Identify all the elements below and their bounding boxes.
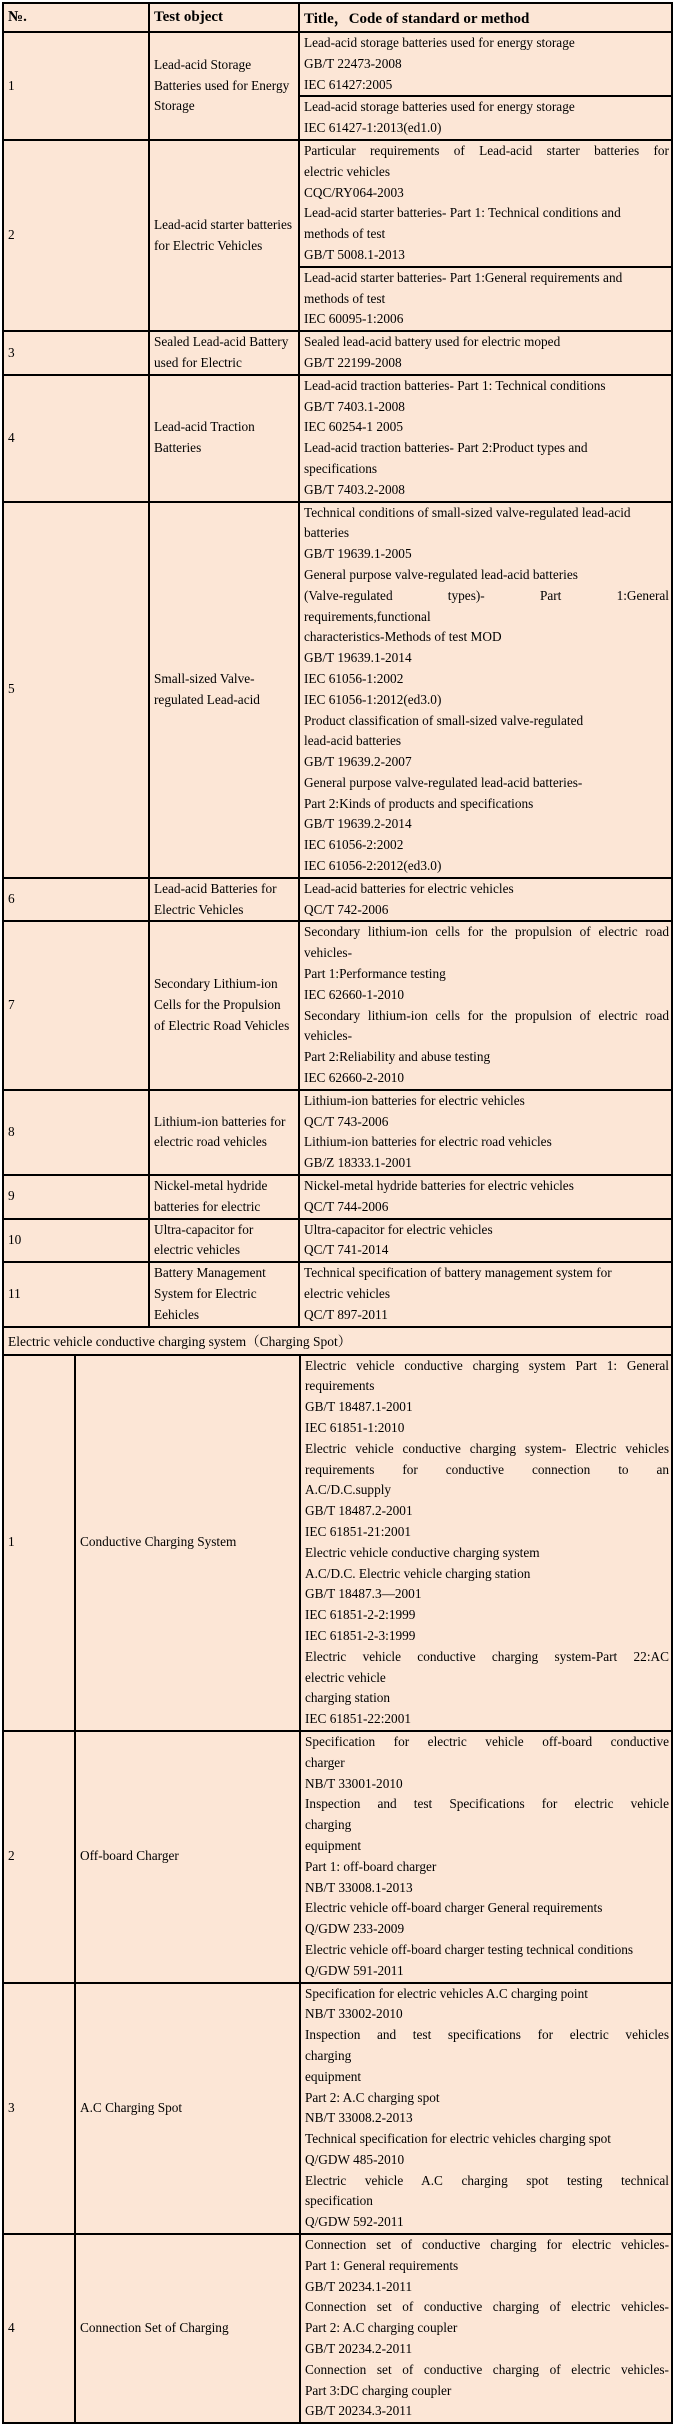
standard-line: Q/GDW 485-2010	[305, 2151, 405, 2167]
standard-line: Part 1: General requirements	[305, 2257, 459, 2273]
standard-line: electric vehicle	[305, 1669, 386, 1685]
standard-line: Q/GDW 592-2011	[305, 2214, 404, 2230]
standard-line: Electric vehicle conductive charging system-Part 22:AC	[305, 1648, 669, 1664]
standard-line: charger	[305, 1754, 345, 1770]
standard-line: NB/T 33008.1-2013	[305, 1879, 413, 1895]
row-number-cell: 4	[3, 375, 149, 502]
standard-entry-group	[301, 1984, 671, 2234]
standard-line: batteries	[304, 525, 350, 541]
test-object-cell: Secondary Lithium-ion Cells for the Propulsion of Electric Road Vehicles	[149, 921, 299, 1089]
standard-title-code-cell	[300, 1983, 672, 2235]
standard-line: Nickel-metal hydride batteries for electric vehicles	[304, 1178, 574, 1194]
table-row	[3, 1983, 672, 2235]
section-header-charging-spot	[2, 1328, 673, 1354]
row-number-cell: 5	[3, 502, 149, 878]
column-header-test-object: Test object	[149, 3, 299, 32]
standard-line: electric vehicles	[304, 163, 391, 179]
standard-title-code-cell	[299, 140, 672, 331]
standard-entry-group	[300, 879, 671, 921]
standard-line: Specification for electric vehicle off-board conductive	[305, 1733, 669, 1749]
table-row	[3, 1090, 672, 1175]
standard-line: QC/T 743-2006	[304, 1113, 389, 1129]
standard-line: Inspection and test Specifications for electric vehicle	[305, 1796, 669, 1812]
standard-line: CQC/RY064-2003	[304, 184, 404, 200]
standard-line: GB/T 7403.2-2008	[304, 481, 405, 497]
test-object-cell: Nickel-metal hydride batteries for electric	[149, 1175, 299, 1219]
standard-line: electric vehicles	[304, 1286, 391, 1302]
standard-line: IEC 61056-2:2002	[304, 837, 404, 853]
standard-entry-group	[300, 922, 671, 1088]
standard-line: specifications	[304, 460, 378, 476]
table-row	[3, 1175, 672, 1219]
test-object-cell: Lead-acid Storage Batteries used for Energy Storage	[149, 32, 299, 140]
standard-line: Technical specification of battery management system for	[304, 1265, 612, 1281]
test-object-cell: Sealed Lead-acid Battery used for Electric	[149, 331, 299, 375]
standard-line: QC/T 744-2006	[304, 1198, 389, 1214]
standard-title-code-cell	[299, 331, 672, 375]
standard-line: Connection set of conductive charging of electric vehicles-	[305, 2299, 669, 2315]
standard-line: charging	[305, 2047, 352, 2063]
row-number-cell: 10	[3, 1219, 149, 1263]
standard-line: requirements,functional	[304, 608, 431, 624]
standard-line: Lead-acid traction batteries- Part 2:Product types and	[304, 440, 588, 456]
standard-line: Electric vehicle off-board charger General requirements	[305, 1900, 603, 1916]
row-number-cell: 7	[3, 921, 149, 1089]
standard-line: GB/T 19639.2-2014	[304, 816, 412, 832]
standard-line: Technical specification for electric vehicles charging spot	[305, 2131, 611, 2147]
standard-line: IEC 60254-1 2005	[304, 419, 403, 435]
standard-line: GB/T 7403.1-2008	[304, 398, 405, 414]
standard-title-code-cell	[299, 375, 672, 502]
standard-line: NB/T 33002-2010	[305, 2006, 403, 2022]
table-row	[3, 1731, 672, 1983]
standard-line: Lead-acid batteries for electric vehicles	[304, 880, 514, 896]
standard-line: QC/T 742-2006	[304, 901, 389, 917]
standard-line: GB/T 20234.3-2011	[305, 2403, 413, 2419]
test-object-cell: Small-sized Valve-regulated Lead-acid	[149, 502, 299, 878]
standard-line: Lead-acid starter batteries- Part 1:General requirements and	[304, 269, 623, 285]
row-number-cell: 2	[3, 1731, 75, 1983]
standard-entry-group	[301, 2235, 671, 2422]
standard-line: Electric vehicle A.C charging spot testing technical	[305, 2172, 669, 2188]
standard-line: IEC 61427-1:2013(ed1.0)	[304, 120, 442, 136]
table-row	[3, 1355, 672, 1731]
standard-line: IEC 61851-2-3:1999	[305, 1627, 416, 1643]
standard-line: Specification for electric vehicles A.C charging point	[305, 1985, 588, 2001]
table-row	[3, 2234, 672, 2423]
standard-title-code-cell	[299, 502, 672, 878]
row-number-cell: 3	[3, 1983, 75, 2235]
test-object-cell: Lead-acid Traction Batteries	[149, 375, 299, 502]
standard-line: specification	[305, 2193, 373, 2209]
row-number-cell: 2	[3, 140, 149, 331]
table-row	[3, 32, 672, 140]
standard-line: IEC 61851-21:2001	[305, 1523, 411, 1539]
standard-line: Technical conditions of small-sized valve-regulated lead-acid	[304, 504, 631, 520]
standard-line: vehicles-	[304, 945, 352, 961]
standard-line: Electric vehicle conductive charging system Part 1: General	[305, 1357, 669, 1373]
row-number-cell: 9	[3, 1175, 149, 1219]
standard-line: Connection set of conductive charging of electric vehicles-	[305, 2361, 669, 2377]
standard-title-code-cell	[299, 1262, 672, 1326]
standard-entry-group	[300, 95, 671, 139]
table-row	[3, 1262, 672, 1326]
standard-line: methods of test	[304, 226, 386, 242]
standard-line: IEC 61851-2-2:1999	[305, 1607, 416, 1623]
table-row	[3, 140, 672, 331]
standard-line: Part 1:Performance testing	[304, 966, 446, 982]
standard-line: Lead-acid storage batteries used for energy storage	[304, 35, 575, 50]
standard-line: Electric vehicle off-board charger testing technical conditions	[305, 1941, 634, 1957]
table-row	[3, 502, 672, 878]
standard-title-code-cell	[299, 1219, 672, 1263]
standard-title-code-cell	[299, 32, 672, 140]
standard-line: IEC 60095-1:2006	[304, 311, 404, 327]
column-header-number: №.	[3, 3, 149, 32]
standard-line: IEC 61056-1:2012(ed3.0)	[304, 691, 442, 707]
standard-line: Q/GDW 233-2009	[305, 1921, 405, 1937]
standard-line: methods of test	[304, 290, 386, 306]
standard-line: Part 1: off-board charger	[305, 1858, 437, 1874]
standard-line: IEC 61851-1:2010	[305, 1420, 405, 1435]
standard-line: Part 2:Kinds of products and specifications	[304, 795, 534, 811]
standard-line: Secondary lithium-ion cells for the propulsion of electric road	[304, 1007, 669, 1023]
standard-line: GB/T 22473-2008	[304, 55, 402, 71]
standard-line: Part 3:DC charging coupler	[305, 2382, 452, 2398]
standard-title-code-cell	[299, 878, 672, 922]
table-header-row	[3, 3, 672, 32]
test-object-cell: Battery Management System for Electric Eehicles	[149, 1262, 299, 1326]
row-number-cell: 6	[3, 878, 149, 922]
standard-line: requirements for conductive connection to an	[305, 1461, 669, 1477]
test-object-cell: Lead-acid starter batteries for Electric Vehicles	[149, 140, 299, 331]
standard-line: Connection set of conductive charging for electric vehicles-	[305, 2237, 669, 2253]
standard-line: NB/T 33008.2-2013	[305, 2110, 413, 2126]
section-header-label: Electric vehicle conductive charging system（Charging Spot）	[8, 1333, 352, 1349]
standard-entry-group	[300, 376, 671, 501]
standard-line: Product classification of small-sized valve-regulated	[304, 712, 584, 728]
standard-line: QC/T 741-2014	[304, 1242, 389, 1258]
standard-line: Electric vehicle conductive charging system	[305, 1544, 540, 1560]
test-object-cell: Ultra-capacitor for electric vehicles	[149, 1219, 299, 1263]
standard-line: Lead-acid traction batteries- Part 1: Technical conditions	[304, 377, 606, 393]
standard-title-code-cell	[300, 1731, 672, 1983]
standard-entry-group	[300, 1176, 671, 1218]
test-object-cell: Conductive Charging System	[75, 1355, 300, 1731]
test-object-cell: Lead-acid Batteries for Electric Vehicles	[149, 878, 299, 922]
table-row	[3, 1219, 672, 1263]
table-row	[3, 331, 672, 375]
column-header-title-code: Title，Code of standard or method	[299, 3, 672, 32]
standard-line: requirements	[305, 1378, 375, 1394]
standard-line: GB/Z 18333.1-2001	[304, 1155, 412, 1171]
standard-title-code-cell	[299, 1175, 672, 1219]
standard-line: IEC 62660-2-2010	[304, 1070, 405, 1086]
standard-line: equipment	[305, 1837, 362, 1853]
table-row	[3, 375, 672, 502]
row-number-cell: 1	[3, 1355, 75, 1731]
standard-entry-group	[300, 141, 671, 266]
standard-title-code-cell	[300, 2234, 672, 2423]
standard-line: Part 2: A.C charging coupler	[305, 2320, 458, 2336]
standard-line: GB/T 22199-2008	[304, 354, 402, 370]
standard-line: GB/T 5008.1-2013	[304, 246, 405, 262]
standard-line: Part 2: A.C charging spot	[305, 2089, 440, 2105]
standard-line: Sealed lead-acid battery used for electric moped	[304, 334, 561, 350]
standard-line: Lithium-ion batteries for electric road vehicles	[304, 1134, 552, 1150]
standard-line: Secondary lithium-ion cells for the propulsion of electric road	[304, 924, 669, 940]
standard-entry-group	[300, 1263, 671, 1325]
row-number-cell: 8	[3, 1090, 149, 1175]
standard-line: General purpose valve-regulated lead-acid batteries	[304, 566, 578, 582]
standard-line: Inspection and test specifications for electric vehicles	[305, 2027, 669, 2043]
test-object-cell: Off-board Charger	[75, 1731, 300, 1983]
standard-line: Particular requirements of Lead-acid starter batteries for	[304, 142, 669, 158]
standard-line: IEC 62660-1-2010	[304, 986, 405, 1002]
standard-entry-group	[300, 1220, 671, 1262]
standard-line: characteristics-Methods of test MOD	[304, 629, 502, 645]
standard-line: General purpose valve-regulated lead-acid batteries-	[304, 774, 583, 790]
standard-title-code-cell	[299, 1090, 672, 1175]
standard-line: A.C/D.C.supply	[305, 1482, 392, 1498]
standard-line: IEC 61851-22:2001	[305, 1711, 411, 1727]
standard-line: Electric vehicle conductive charging system- Electric vehicles	[305, 1440, 669, 1456]
standard-line: QC/T 897-2011	[304, 1306, 388, 1322]
standard-line: (Valve-regulated types)- Part 1:General	[304, 587, 669, 603]
standard-line: IEC 61056-1:2002	[304, 670, 404, 686]
battery-standards-table	[2, 2, 673, 1328]
standard-line: GB/T 20234.1-2011	[305, 2278, 413, 2294]
standard-entry-group	[301, 1356, 671, 1730]
standard-entry-group	[301, 1732, 671, 1982]
standard-line: Lead-acid starter batteries- Part 1: Technical conditions and	[304, 205, 621, 221]
standard-line: vehicles-	[304, 1028, 352, 1044]
standard-entry-group	[300, 503, 671, 877]
standard-line: equipment	[305, 2068, 362, 2084]
standard-line: NB/T 33001-2010	[305, 1775, 403, 1791]
test-object-cell: Lithium-ion batteries for electric road vehicles	[149, 1090, 299, 1175]
standard-line: GB/T 19639.1-2005	[304, 546, 412, 562]
standard-line: GB/T 18487.1-2001	[305, 1399, 413, 1415]
standard-line: Ultra-capacitor for electric vehicles	[304, 1221, 493, 1237]
standard-line: A.C/D.C. Electric vehicle charging station	[305, 1565, 531, 1581]
standard-line: GB/T 19639.2-2007	[304, 754, 412, 770]
standard-entry-group	[300, 266, 671, 330]
standard-entry-group	[300, 1091, 671, 1174]
standard-entry-group	[300, 332, 671, 374]
row-number-cell: 4	[3, 2234, 75, 2423]
standard-line: IEC 61427:2005	[304, 76, 393, 92]
standard-line: Part 2:Reliability and abuse testing	[304, 1049, 491, 1065]
table-row	[3, 921, 672, 1089]
standards-document-page	[2, 2, 673, 2424]
test-object-cell: Connection Set of Charging	[75, 2234, 300, 2423]
charging-standards-table	[2, 1354, 673, 2424]
standard-line: charging station	[305, 1690, 391, 1706]
standard-line: IEC 61056-2:2012(ed3.0)	[304, 858, 442, 874]
standard-entry-group	[300, 33, 671, 95]
standard-line: lead-acid batteries	[304, 733, 402, 749]
standard-line: GB/T 18487.2-2001	[305, 1503, 413, 1519]
test-object-cell: A.C Charging Spot	[75, 1983, 300, 2235]
standard-line: charging	[305, 1817, 352, 1833]
row-number-cell: 3	[3, 331, 149, 375]
row-number-cell: 11	[3, 1262, 149, 1326]
standard-title-code-cell	[300, 1355, 672, 1731]
table-row	[3, 878, 672, 922]
standard-line: GB/T 19639.1-2014	[304, 650, 412, 666]
standard-line: Lithium-ion batteries for electric vehicles	[304, 1092, 525, 1108]
standard-line: Q/GDW 591-2011	[305, 1962, 404, 1978]
standard-line: GB/T 18487.3—2001	[305, 1586, 422, 1602]
standard-line: Lead-acid storage batteries used for energy storage	[304, 99, 575, 115]
row-number-cell: 1	[3, 32, 149, 140]
standard-title-code-cell	[299, 921, 672, 1089]
standard-line: GB/T 20234.2-2011	[305, 2341, 413, 2357]
